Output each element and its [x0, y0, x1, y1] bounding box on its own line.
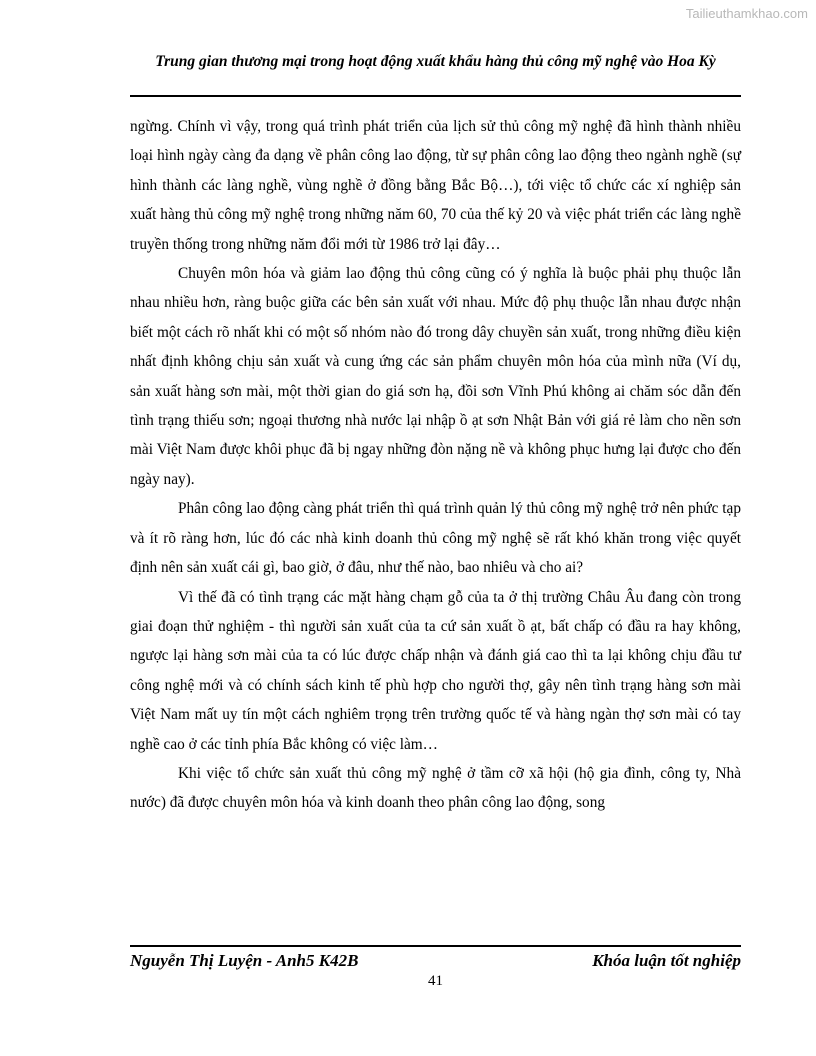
header-divider: [130, 95, 741, 97]
paragraph: Vì thế đã có tình trạng các mặt hàng chạm gỗ của ta ở thị trường Châu Âu đang còn trong giai đoạn thử nghiệm - thì người sản xuất của ta cứ sản xuất ồ ạt, bất chấp có đầu ra hay không, ngược lại hàng sơn mài của ta có lúc được chấp nhận và đánh giá cao thì ta lại không chịu đầu tư công nghệ mới và có chính sách kinh tế phù hợp cho người thợ, gây nên tình trạng hàng sơn mài Việt Nam mất uy tín một cách nghiêm trọng trên trường quốc tế và hàng ngàn thợ sơn mài có tay nghề cao ở các tỉnh phía Bắc không có việc làm…: [130, 588, 741, 753]
footer-document-type: Khóa luận tốt nghiệp: [592, 951, 741, 970]
paragraph: Phân công lao động càng phát triển thì quá trình quản lý thủ công mỹ nghệ trở nên phức tạp và ít rõ ràng hơn, lúc đó các nhà kinh doanh thủ công mỹ nghệ sẽ rất khó khăn trong việc quyết định nên sản xuất cái gì, bao giờ, ở đâu, như thế nào, bao nhiêu và cho ai?: [130, 500, 741, 577]
footer-author: Nguyễn Thị Luyện - Anh5 K42B: [130, 951, 359, 970]
page-header-title: Trung gian thương mại trong hoạt động xuất khẩu hàng thủ công mỹ nghệ vào Hoa Kỳ: [155, 53, 716, 70]
footer-divider: [130, 945, 741, 947]
paragraph: Khi việc tổ chức sản xuất thủ công mỹ nghệ ở tầm cỡ xã hội (hộ gia đình, công ty, Nhà nước) đã được chuyên môn hóa và kinh doanh theo phân công lao động, song: [130, 764, 741, 812]
page-number: 41: [428, 973, 443, 989]
document-body: [130, 112, 741, 818]
watermark: Tailieuthamkhao.com: [685, 6, 808, 21]
paragraph-continuation: ngừng. Chính vì vậy, trong quá trình phát triển của lịch sử thủ công mỹ nghệ đã hình thành nhiều loại hình ngày càng đa dạng về phân công lao động, từ sự phân công lao động theo ngành nghề (sự hình thành các làng nghề, vùng nghề ở đồng bằng Bắc Bộ…), tới việc tổ chức các xí nghiệp sản xuất hàng thủ công mỹ nghệ trong những năm 60, 70 của thế kỷ 20 và việc phát triển các làng nghề truyền thống trong những năm đổi mới từ 1986 trở lại đây…: [130, 118, 741, 253]
paragraph: Chuyên môn hóa và giảm lao động thủ công cũng có ý nghĩa là buộc phải phụ thuộc lẫn nhau nhiều hơn, ràng buộc giữa các bên sản xuất với nhau. Mức độ phụ thuộc lẫn nhau được nhận biết một cách rõ nhất khi có một số nhóm nào đó trong dây chuyền sản xuất, trong những điều kiện nhất định không chịu sản xuất và cung ứng các sản phẩm chuyên môn hóa của mình nữa (Ví dụ, sản xuất hàng sơn mài, một thời gian do giá sơn hạ, đồi sơn Vĩnh Phú không ai chăm sóc dẫn đến tình trạng thiếu sơn; ngoại thương nhà nước lại nhập ồ ạt sơn Nhật Bản với giá rẻ làm cho nền sơn mài Việt Nam được khôi phục đã bị ngay những đòn nặng nề và không phục hưng lại được cho đến ngày nay).: [130, 265, 741, 488]
